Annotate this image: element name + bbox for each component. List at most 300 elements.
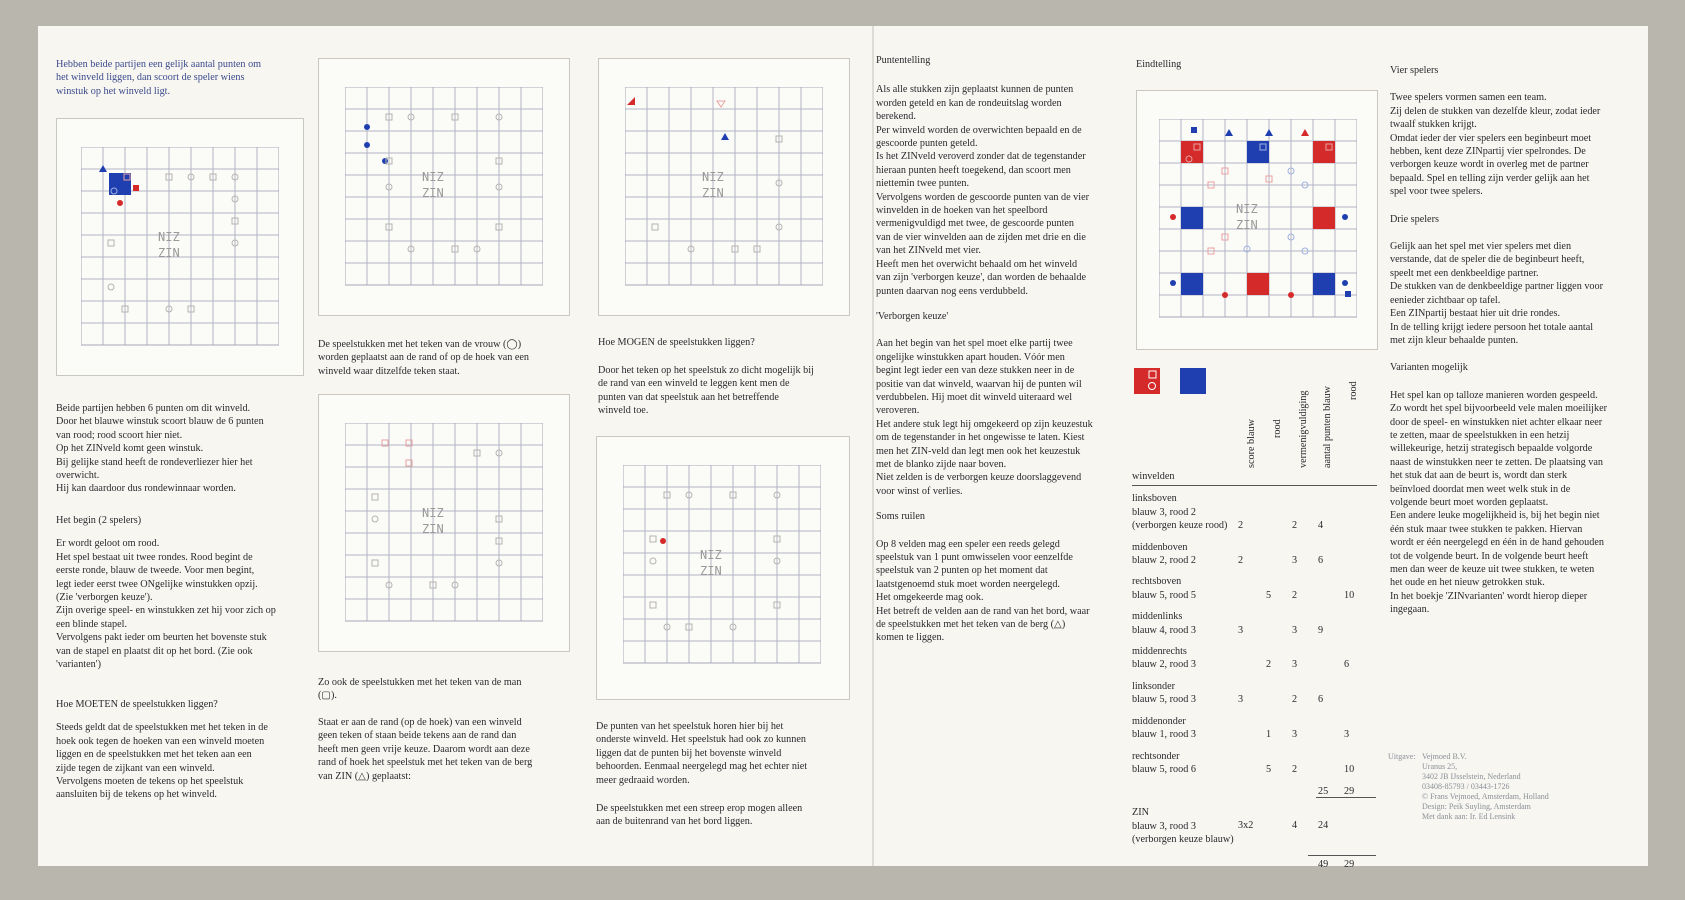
text-line: aansluiten bij de tekens op het winveld. bbox=[56, 789, 217, 801]
section-must-body bbox=[56, 721, 308, 801]
score-cell-pb: 4 bbox=[1318, 520, 1324, 532]
text-line: rechtsboven bbox=[1132, 576, 1182, 588]
text-line: een blinde stapel. bbox=[56, 618, 128, 630]
placed-piece bbox=[1181, 273, 1203, 295]
text-line: verdubbelen. Hij moet dit winveld uiteraard wel bbox=[876, 391, 1073, 403]
text-line: volgende beurt moet worden geplaatst. bbox=[1390, 496, 1549, 508]
text-line: spel voor twee spelers. bbox=[1390, 186, 1483, 198]
score-cell-mult: 2 bbox=[1292, 589, 1298, 601]
board-diagram-6 bbox=[1159, 119, 1357, 319]
text-line: worden geplaatst aan de rand of op de hoek van een bbox=[318, 352, 530, 364]
text-line: winstuk op het winveld ligt. bbox=[56, 85, 171, 97]
board-grid bbox=[81, 147, 279, 345]
text-line: blauw 4, rood 3 bbox=[1132, 624, 1196, 636]
score-row bbox=[1132, 541, 1377, 568]
zin-label bbox=[1132, 806, 1377, 846]
zin-score-blue: 3x2 bbox=[1238, 820, 1254, 832]
woman-symbol-icon bbox=[372, 516, 378, 522]
board-grid bbox=[1159, 119, 1357, 317]
text-line: rand of hoek het speelstuk met het teken van de berg bbox=[318, 757, 533, 769]
score-cell-blauw: 3 bbox=[1238, 694, 1244, 706]
text-line: om de tegenstander in het ongewisse te laten. Kiest bbox=[876, 432, 1085, 444]
text-line: zijde tegen de zijkant van een winveld. bbox=[56, 762, 215, 774]
score-row-label bbox=[1132, 610, 1377, 637]
text-line: Niet zelden is de verborgen keuze doorslaggevend bbox=[876, 472, 1082, 484]
text-line: te zetten, maar de speelstukken in een hetzij bbox=[1390, 429, 1570, 441]
score-row-label bbox=[1132, 750, 1377, 777]
text-line: verstande, dat de speler die de beginbeurt heeft, bbox=[1390, 254, 1585, 266]
board-center-niz: NIZ bbox=[422, 170, 444, 184]
text-line: laatstgenoemd stuk moet worden neergelegd. bbox=[876, 578, 1060, 590]
text-line: men het ZIN-veld dan legt men ook het keuzestuk bbox=[876, 445, 1081, 457]
text-line: speelstuk van 2 punten op het moment dat bbox=[876, 565, 1048, 577]
board-center-niz: NIZ bbox=[702, 170, 724, 184]
board-border bbox=[345, 87, 543, 285]
text-line: blauw 3, rood 2 bbox=[1132, 506, 1196, 518]
section-start-title: Het begin (2 spelers) bbox=[56, 515, 142, 526]
text-line: Het spel kan op talloze manieren worden gespeeld. bbox=[1390, 389, 1598, 401]
score-row-label bbox=[1132, 715, 1377, 742]
section-may-title: Hoe MOGEN de speelstukken liggen? bbox=[598, 337, 755, 348]
score-cell-mult: 2 bbox=[1292, 763, 1298, 775]
text-line: Per winveld worden de overwichten bepaald en de bbox=[876, 124, 1082, 136]
text-line: vermenigvuldigd met twee, de gescoorde punten bbox=[876, 218, 1075, 230]
credit-key bbox=[1388, 802, 1422, 812]
board-diagram-3-frame bbox=[318, 394, 570, 652]
red-triangle-outline-icon bbox=[717, 101, 725, 107]
board-center-zin: ZIN bbox=[1236, 218, 1258, 232]
score-cell-mult: 3 bbox=[1292, 659, 1298, 671]
text-line: eerste ronde, blauw de tweede. Voor men begint, bbox=[56, 565, 255, 577]
text-line: Het betreft de velden aan de rand van het bord, waar bbox=[876, 605, 1090, 617]
text-line: Vervolgens pakt ieder om beurten het bovenste stuk bbox=[56, 632, 267, 644]
credit-value: Uranus 25, bbox=[1422, 762, 1458, 771]
text-line: Door het blauwe winstuk scoort blauw de 6 punten bbox=[56, 416, 264, 428]
three-players-body bbox=[1390, 240, 1630, 347]
woman-symbol-icon bbox=[650, 558, 656, 564]
text-line: gescoorde punten geteld. bbox=[876, 138, 978, 150]
mountain-symbol-icon bbox=[1301, 129, 1309, 136]
text-line: 'varianten') bbox=[56, 659, 101, 671]
board-center-zin: ZIN bbox=[422, 186, 444, 200]
text-line: hoek ook tegen de hoeken van een winveld moeten bbox=[56, 735, 265, 747]
text-line: blauw 5, rood 6 bbox=[1132, 763, 1196, 775]
text-line: Een ZINpartij bestaat hier uit drie rondes. bbox=[1390, 308, 1561, 320]
text-line: het stuk dat aan de beurt is, wordt dan sterk bbox=[1390, 470, 1568, 482]
text-line: Vervolgens worden de gescoorde punten van de vier bbox=[876, 191, 1090, 203]
score-cell-rood: 2 bbox=[1266, 659, 1272, 671]
zin-row bbox=[1132, 806, 1377, 846]
text-line: Zij delen de stukken van dezelfde kleur, zodat ieder bbox=[1390, 105, 1601, 117]
text-line: Beide partijen hebben 6 punten om dit winveld. bbox=[56, 403, 251, 414]
score-cell-mult: 3 bbox=[1292, 555, 1298, 567]
score-cell-pb: 6 bbox=[1318, 555, 1324, 567]
total-blue: 49 bbox=[1318, 859, 1329, 871]
board-diagram-1 bbox=[81, 147, 279, 347]
col-head-points-blue: aantal punten blauw bbox=[1322, 385, 1333, 468]
center-fold bbox=[872, 26, 874, 866]
board-diagram-5-frame bbox=[596, 436, 850, 700]
text-line: Bij gelijke stand heeft de rondeverliezer hier het bbox=[56, 456, 253, 468]
credit-line bbox=[1388, 802, 1549, 812]
zin-points-blue: 24 bbox=[1318, 820, 1329, 832]
text-line: blauw 5, rood 5 bbox=[1132, 589, 1196, 601]
text-line: onderste winveld. Het speelstuk had ook zo kunnen bbox=[596, 734, 806, 746]
board-center-zin: ZIN bbox=[158, 246, 180, 260]
score-row bbox=[1132, 645, 1377, 672]
panel3-note bbox=[596, 802, 856, 829]
score-row-label bbox=[1132, 645, 1377, 672]
variants-body bbox=[1390, 389, 1630, 617]
piece-dot-icon bbox=[364, 142, 370, 148]
board-center-niz: NIZ bbox=[700, 548, 722, 562]
score-cell-blauw: 2 bbox=[1238, 520, 1244, 532]
text-line: blauw 2, rood 3 bbox=[1132, 659, 1196, 671]
swap-title: Soms ruilen bbox=[876, 511, 925, 523]
hidden-choice-body bbox=[876, 337, 1136, 498]
board-diagram-5 bbox=[623, 465, 821, 665]
text-line: komen te liggen. bbox=[876, 632, 945, 644]
text-line: blauw 5, rood 3 bbox=[1132, 694, 1196, 706]
credit-value: Met dank aan: Ir. Ed Lensink bbox=[1422, 812, 1516, 821]
text-line: Aan het begin van het spel moet elke partij twee bbox=[876, 338, 1073, 350]
text-line: positie van dat winveld, waarvan hij de punten wil bbox=[876, 378, 1082, 390]
legend-blue-piece bbox=[1180, 368, 1206, 394]
text-line: met de blanko zijde naar boven. bbox=[876, 458, 1007, 470]
score-row bbox=[1132, 575, 1377, 602]
blue-marker bbox=[1345, 291, 1351, 297]
credit-line bbox=[1388, 772, 1549, 782]
man-symbol-icon bbox=[650, 602, 656, 608]
text-line: blauw 2, rood 2 bbox=[1132, 555, 1196, 567]
text-line: De speelstukken met een streep erop mogen alleen bbox=[596, 803, 803, 814]
mountain-symbol-icon bbox=[721, 133, 729, 140]
score-cell-pr: 10 bbox=[1344, 763, 1355, 775]
text-line: van ZIN (△) geplaatst: bbox=[318, 770, 411, 782]
score-cell-rood: 5 bbox=[1266, 763, 1272, 775]
text-line: Op 8 velden mag een speler een reeds gelegd bbox=[876, 538, 1060, 550]
score-row-label bbox=[1132, 541, 1377, 568]
text-line: linksonder bbox=[1132, 680, 1176, 692]
man-symbol-icon bbox=[372, 494, 378, 500]
score-cell-rood: 1 bbox=[1266, 729, 1272, 741]
score-cell-mult: 2 bbox=[1292, 520, 1298, 532]
scoring-body bbox=[876, 83, 1136, 298]
placed-piece bbox=[1247, 273, 1269, 295]
credit-value: 3402 JB IJsselstein, Nederland bbox=[1422, 772, 1521, 781]
score-cell-pb: 6 bbox=[1318, 694, 1324, 706]
score-row-label bbox=[1132, 492, 1377, 532]
text-line: (verborgen keuze rood) bbox=[1132, 520, 1228, 532]
piece-dot-icon bbox=[1170, 280, 1176, 286]
score-row bbox=[1132, 492, 1377, 532]
text-line: Is het ZINveld veroverd zonder dat de tegenstander bbox=[876, 151, 1086, 163]
piece-dot-icon bbox=[1288, 292, 1294, 298]
text-line: Gelijk aan het spel met vier spelers met dien bbox=[1390, 241, 1572, 253]
credit-line bbox=[1388, 812, 1549, 822]
credit-key bbox=[1388, 782, 1422, 792]
credit-key bbox=[1388, 762, 1422, 772]
text-line: middenonder bbox=[1132, 715, 1186, 727]
text-line: ZIN bbox=[1132, 807, 1149, 819]
text-line: begint legt ieder een van deze stukken neer in de bbox=[876, 365, 1075, 377]
text-line: Het omgekeerde mag ook. bbox=[876, 592, 984, 604]
board-center-niz: NIZ bbox=[158, 230, 180, 244]
text-line: Het andere stuk legt hij omgekeerd op zijn keuzestuk bbox=[876, 418, 1093, 430]
board-diagram-4-frame bbox=[598, 58, 850, 316]
text-line: willekeurige, hetzij strategisch bepaalde volgorde bbox=[1390, 443, 1593, 455]
board-center-zin: ZIN bbox=[700, 564, 722, 578]
text-line: de rand van een winveld te leggen kent men de bbox=[598, 378, 790, 390]
panel1-must bbox=[56, 698, 308, 802]
text-line: voor winst of verlies. bbox=[876, 485, 963, 497]
text-line: middenrechts bbox=[1132, 646, 1187, 658]
credit-line bbox=[1388, 782, 1549, 792]
panel3-title bbox=[598, 336, 850, 359]
text-line: legt ieder eerst twee ONgelijke winstukken opzij. bbox=[56, 578, 258, 590]
text-line: Een andere leuke mogelijkheid is, bij het begin niet bbox=[1390, 510, 1600, 522]
text-line: beïnvloed doordat men weet welk stuk in de bbox=[1390, 483, 1571, 495]
text-line: (Zie 'verborgen keuze'). bbox=[56, 592, 153, 604]
text-line: twaalf stukken krijgt. bbox=[1390, 119, 1477, 131]
board-center-niz: NIZ bbox=[1236, 202, 1258, 216]
text-line: punten van dat speelstuk aan het betreffende bbox=[598, 391, 779, 403]
board-grid bbox=[623, 465, 821, 663]
text-line: eenieder zichtbaar op tafel. bbox=[1390, 294, 1501, 306]
text-line: één stuk maar twee stukken te pakken. Hiervan bbox=[1390, 523, 1583, 535]
panel1-intro bbox=[56, 58, 306, 98]
board-diagram-2 bbox=[345, 87, 543, 287]
mountain-symbol-icon bbox=[1265, 129, 1273, 136]
text-line: Vervolgens moeten de tekens op het speelstuk bbox=[56, 776, 244, 788]
zin-multiplier: 4 bbox=[1292, 820, 1298, 832]
score-cell-blauw: 3 bbox=[1238, 624, 1244, 636]
col-head-score-blue: score blauw bbox=[1246, 419, 1257, 468]
text-line: Zijn overige speel- en winstukken zet hij voor zich op bbox=[56, 605, 276, 617]
text-line: naast de winstukken neer te zetten. De plaatsing van bbox=[1390, 456, 1604, 468]
text-line: overwicht. bbox=[56, 470, 100, 482]
text-line: door de speel- en winstukken niet achter elkaar neer bbox=[1390, 416, 1603, 428]
text-line: ongelijke winstukken apart houden. Vóór men bbox=[876, 351, 1065, 363]
text-line: behoorden. Eenmaal neergelegd mag het echter niet bbox=[596, 761, 808, 773]
text-line: blauw 3, rood 3 bbox=[1132, 820, 1196, 832]
score-cell-blauw: 2 bbox=[1238, 555, 1244, 567]
text-line: het winveld liggen, dan scoort de speler wiens bbox=[56, 72, 245, 84]
text-line: De punten van het speelstuk horen hier bij het bbox=[596, 721, 784, 732]
red-corner-icon bbox=[627, 97, 635, 105]
board-diagram-3 bbox=[345, 423, 543, 623]
col-head-score-red: rood bbox=[1272, 419, 1283, 438]
score-cell-mult: 2 bbox=[1292, 694, 1298, 706]
score-cell-pr: 3 bbox=[1344, 729, 1350, 741]
text-line: Hebben beide partijen een gelijk aantal punten om bbox=[56, 59, 262, 70]
text-line: Omdat ieder der vier spelers een beginbeurt moet bbox=[1390, 132, 1592, 144]
text-line: verborgen keuze wordt in overleg met de partner bbox=[1390, 159, 1589, 171]
text-line: niettemin twee punten. bbox=[876, 178, 970, 190]
text-line: Het spel bestaat uit twee rondes. Rood begint de bbox=[56, 551, 253, 563]
red-marker bbox=[133, 185, 139, 191]
text-line: ingegaan. bbox=[1390, 604, 1430, 616]
placed-piece bbox=[1181, 207, 1203, 229]
text-line: Er wordt geloot om rood. bbox=[56, 538, 160, 550]
text-line: met zijn kleur behaalde punten. bbox=[1390, 334, 1519, 346]
score-row-label bbox=[1132, 575, 1377, 602]
piece-dot-icon bbox=[1170, 214, 1176, 220]
panel1-start bbox=[56, 514, 308, 671]
text-line: hieraan punten heeft toegekend, dan scoort men bbox=[876, 164, 1071, 176]
credit-value: © Frans Vejmoed, Amsterdam, Holland bbox=[1422, 792, 1549, 801]
text-line: Steeds geldt dat de speelstukken met het teken in de bbox=[56, 722, 268, 734]
man-symbol-icon bbox=[652, 224, 658, 230]
text-line: winveld toe. bbox=[598, 405, 649, 417]
piece-dot-icon bbox=[364, 124, 370, 130]
text-line: Heeft men het overwicht behaald om het winveld bbox=[876, 258, 1078, 270]
score-row bbox=[1132, 680, 1377, 707]
piece-dot-icon bbox=[660, 538, 666, 544]
text-line: In het boekje 'ZINvarianten' wordt hierop dieper bbox=[1390, 590, 1588, 602]
section-must-title: Hoe MOETEN de speelstukken liggen? bbox=[56, 699, 218, 710]
placed-piece bbox=[1313, 207, 1335, 229]
credits bbox=[1388, 752, 1549, 822]
score-row bbox=[1132, 715, 1377, 742]
text-line: De stukken van de denkbeeldige partner liggen voor bbox=[1390, 281, 1604, 293]
text-line: berekend. bbox=[876, 111, 916, 123]
panel6 bbox=[1390, 64, 1630, 617]
placed-piece bbox=[1313, 273, 1335, 295]
text-line: winvelden in de hoeken van het speelbord bbox=[876, 205, 1048, 217]
text-line: bepaald. Spel en telling zijn verder gelijk aan het bbox=[1390, 172, 1590, 184]
text-line: Op het ZINveld komt geen winstuk. bbox=[56, 443, 204, 455]
panel4 bbox=[876, 54, 1136, 645]
credit-line bbox=[1388, 762, 1549, 772]
mountain-outline-icon bbox=[695, 153, 703, 160]
piece-dot-icon bbox=[1222, 292, 1228, 298]
text-line: liggen dat de punten bij het bovenste winveld bbox=[596, 747, 782, 759]
text-line: Als alle stukken zijn geplaatst kunnen de punten bbox=[876, 84, 1074, 96]
red-square-icon bbox=[1134, 368, 1160, 394]
text-line: van het ZINveld met vier. bbox=[876, 245, 981, 257]
winvelden-header: winvelden bbox=[1132, 470, 1377, 486]
text-line: speelt met een denkbeeldige partner. bbox=[1390, 267, 1539, 279]
score-cell-pr: 6 bbox=[1344, 659, 1350, 671]
score-row bbox=[1132, 750, 1377, 777]
credit-key bbox=[1388, 812, 1422, 822]
section-start-body bbox=[56, 537, 308, 671]
text-line: Twee spelers vormen samen een team. bbox=[1390, 92, 1547, 104]
text-line: Door het teken op het speelstuk zo dicht mogelijk bij bbox=[598, 365, 814, 376]
variants-title: Varianten mogelijk bbox=[1390, 362, 1468, 374]
text-line: (verborgen keuze blauw) bbox=[1132, 834, 1234, 846]
score-cell-mult: 3 bbox=[1292, 624, 1298, 636]
text-line: De speelstukken met het teken van de vrouw (◯) bbox=[318, 339, 522, 350]
final-count-title: Eindtelling bbox=[1136, 59, 1182, 70]
text-line: winveld waar ditzelfde teken staat. bbox=[318, 365, 460, 377]
text-line: Zo ook de speelstukken met het teken van de man bbox=[318, 677, 522, 688]
text-line: Hij kan daardoor dus rondewinnaar worden. bbox=[56, 483, 236, 495]
board-diagram-1-frame bbox=[56, 118, 304, 376]
score-cell-rood: 5 bbox=[1266, 589, 1272, 601]
piece-dot-icon bbox=[1342, 214, 1348, 220]
board-grid bbox=[625, 87, 823, 285]
man-symbol-icon bbox=[108, 240, 114, 246]
text-line: punten daarvan nog eens verdubbeld. bbox=[876, 285, 1028, 297]
text-line: van rood; rood scoort hier niet. bbox=[56, 429, 183, 441]
board-center-niz: NIZ bbox=[422, 506, 444, 520]
board-grid bbox=[345, 423, 543, 621]
text-line: veroveren. bbox=[876, 405, 920, 417]
panel3-body bbox=[598, 364, 850, 418]
text-line: het oude en het nieuw getrokken stuk. bbox=[1390, 577, 1545, 589]
blue-square-icon bbox=[1180, 368, 1206, 394]
legend-red-piece bbox=[1134, 368, 1160, 394]
text-line: hebben, kent deze ZINpartij vier spelrondes. De bbox=[1390, 146, 1586, 158]
col-head-points-red: rood bbox=[1348, 381, 1359, 400]
four-players-body bbox=[1390, 91, 1630, 198]
credit-key bbox=[1388, 772, 1422, 782]
text-line: middenlinks bbox=[1132, 611, 1183, 623]
woman-symbol-icon bbox=[108, 284, 114, 290]
text-line: men dan weer de keuze uit twee stukken, te weten bbox=[1390, 564, 1595, 575]
text-line: middenboven bbox=[1132, 541, 1188, 553]
placed-piece bbox=[109, 173, 131, 195]
text-line: Staat er aan de rand (op de hoek) van een winveld bbox=[318, 717, 522, 728]
subtotal-red: 29 bbox=[1344, 785, 1355, 797]
score-row-label bbox=[1132, 680, 1377, 707]
text-line: tot de volgende beurt. In de volgende beurt heeft bbox=[1390, 550, 1589, 562]
mountain-symbol-icon bbox=[1225, 129, 1233, 136]
scoring-title: Puntentelling bbox=[876, 55, 931, 66]
subtotal-row bbox=[1132, 784, 1377, 798]
credit-value: Vejmoed B.V. bbox=[1422, 752, 1467, 761]
total-red: 29 bbox=[1344, 859, 1355, 871]
score-row bbox=[1132, 610, 1377, 637]
score-rows bbox=[1132, 492, 1377, 776]
man-symbol-icon bbox=[372, 560, 378, 566]
text-line: de speelstukken met het teken van de berg (△) bbox=[876, 619, 1066, 631]
score-cell-mult: 3 bbox=[1292, 729, 1298, 741]
credit-key bbox=[1388, 792, 1422, 802]
piece-dot-icon bbox=[382, 158, 388, 164]
board-diagram-6-frame bbox=[1136, 90, 1378, 350]
credit-value: Design: Peik Suyling, Amsterdam bbox=[1422, 802, 1531, 811]
panel2-body bbox=[318, 716, 570, 783]
panel1-caption bbox=[56, 402, 306, 496]
score-table bbox=[1132, 470, 1377, 880]
board-center-zin: ZIN bbox=[422, 522, 444, 536]
text-line: wordt er één neergelegd en één in de hand gehouden bbox=[1390, 537, 1604, 549]
text-line: linksboven bbox=[1132, 493, 1177, 505]
text-line: Zo wordt het spel bijvoorbeeld vele malen moeilijker bbox=[1390, 403, 1607, 415]
credit-line bbox=[1388, 752, 1549, 762]
credit-key: Uitgave: bbox=[1388, 752, 1416, 761]
board-diagram-4 bbox=[625, 87, 823, 287]
total-row bbox=[1308, 855, 1376, 872]
board-center-zin: ZIN bbox=[702, 186, 724, 200]
piece-dot-icon bbox=[1342, 280, 1348, 286]
text-line: liggen en de speelstukken met het teken aan een bbox=[56, 749, 252, 761]
text-line: geen teken of staan beide tekens aan de rand dan bbox=[318, 730, 517, 742]
panel3-caption-bottom bbox=[596, 720, 856, 787]
text-line: (▢). bbox=[318, 690, 337, 702]
credit-value: 03408-85793 / 03443-1726 bbox=[1422, 782, 1510, 791]
swap-body bbox=[876, 538, 1136, 645]
text-line: blauw 1, rood 3 bbox=[1132, 729, 1196, 741]
text-line: van de vier winvelden aan de zijden met drie en die bbox=[876, 231, 1086, 243]
three-players-title: Drie spelers bbox=[1390, 213, 1439, 225]
blue-marker bbox=[1191, 127, 1197, 133]
text-line: heeft men geen vrije keuze. Daarom wordt aan deze bbox=[318, 743, 530, 755]
text-line: meer gedraaid worden. bbox=[596, 774, 690, 786]
